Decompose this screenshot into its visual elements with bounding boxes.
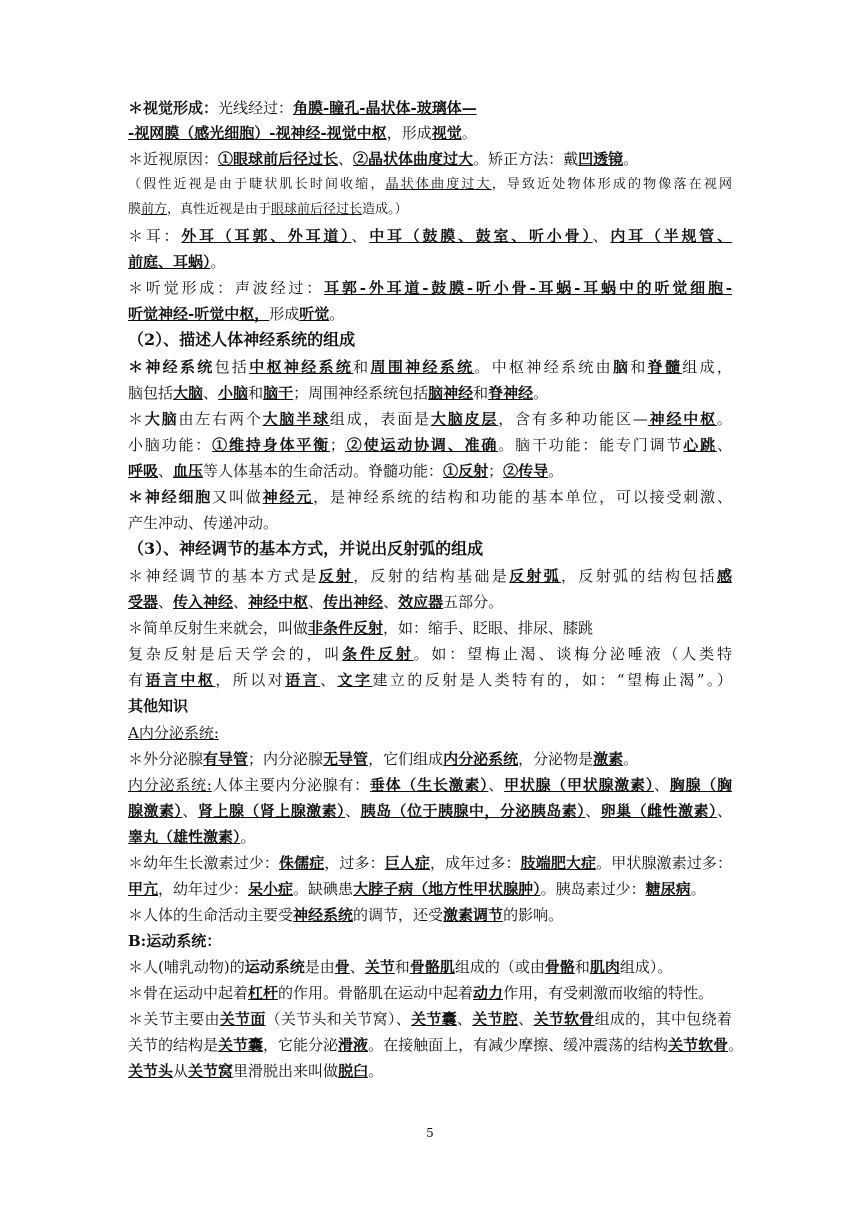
text-line — [128, 722, 732, 744]
text-line — [128, 643, 732, 665]
key-term: 腺激素） — [128, 802, 183, 820]
key-term: 关节腔 — [472, 1010, 519, 1028]
text-run: 和 — [353, 358, 371, 376]
text-run: 和 — [574, 958, 590, 976]
text-line — [128, 356, 732, 378]
text-run: 和 — [248, 384, 264, 402]
text-run: ； — [488, 462, 504, 480]
text-run: ；内分泌腺 — [248, 750, 324, 768]
key-term: 神经中枢 — [248, 593, 309, 611]
key-term: 关节囊 — [218, 1036, 264, 1054]
text-run: ，成年过多： — [430, 854, 521, 872]
text-line — [128, 982, 732, 1004]
text-run: 组成的（或由 — [454, 958, 545, 976]
text-run: 。中枢神经系统由 — [474, 358, 613, 376]
key-term: 视觉 — [431, 124, 462, 142]
text-run: ＊神经调节的基本方式是 — [128, 567, 319, 585]
text-run: 。 — [690, 880, 706, 898]
key-term: 神经元 — [262, 488, 314, 506]
text-run: ，反射弧的结构包括 — [561, 567, 717, 585]
text-run: 、 — [182, 802, 198, 820]
text-run: ＊简单反射生来就会，叫做 — [128, 619, 309, 637]
key-term: 肾上腺（肾上腺激素） — [197, 802, 346, 820]
key-term: 心跳 — [683, 436, 717, 454]
text-run: 从 — [173, 1062, 189, 1080]
key-term: 骨 — [334, 958, 350, 976]
key-term: 感 — [716, 567, 732, 585]
key-term: 反射弧 — [509, 567, 562, 585]
key-term: 肢端肥大症 — [520, 854, 597, 872]
text-run: ＊近视原因： — [128, 150, 219, 168]
text-run: 造成。） — [362, 202, 408, 217]
text-run: 产生冲动、传递冲动。 — [128, 514, 279, 532]
text-line — [128, 408, 732, 430]
key-term: 卵巢（雌性激素） — [600, 802, 717, 820]
text-run: 的调节，还受 — [353, 906, 444, 924]
key-term: 受器 — [128, 593, 159, 611]
text-run: 又叫做 — [212, 488, 263, 506]
key-term: 非条件反射 — [308, 619, 384, 637]
key-term: 关节面 — [219, 1010, 266, 1028]
key-term: 巨人症 — [384, 854, 431, 872]
key-term: 眼球前后径过长 — [271, 202, 363, 217]
key-term: 糖尿病 — [645, 880, 691, 898]
key-term: 杠杆 — [248, 984, 279, 1002]
text-run: ，导致近处物体形成的物像落在视网 — [491, 177, 732, 192]
text-run: 。 — [728, 1036, 744, 1054]
key-term: 周围神经系统 — [370, 358, 475, 376]
key-term: 效应器 — [398, 593, 444, 611]
text-run: 里滑脱出来叫做 — [233, 1062, 339, 1080]
text-line — [128, 826, 732, 848]
key-term: ①眼球前后径过长 — [218, 150, 339, 168]
key-term: 脊神经 — [488, 384, 534, 402]
section-heading — [128, 538, 732, 560]
key-term: 前庭、耳蜗） — [128, 253, 211, 271]
text-line — [128, 122, 732, 144]
key-term: 内耳（半规管、 — [610, 227, 732, 245]
text-run: 和 — [394, 958, 410, 976]
key-term: 语言 — [285, 671, 321, 689]
text-run: 脑包括 — [128, 384, 174, 402]
key-term: 大脖子病（地方性甲状腺肿） — [353, 880, 541, 898]
text-run: （假性近视是由于睫状肌长时间收缩， — [128, 177, 386, 192]
text-run: 、 — [345, 802, 361, 820]
text-run: 。缺碘患 — [293, 880, 354, 898]
text-line — [128, 800, 732, 822]
text-run: 作用，有受刺激而收缩的特性。 — [503, 984, 714, 1002]
text-run: 和 — [473, 384, 489, 402]
key-term: 耳郭-外耳道-鼓膜-听小骨-耳蜗-耳蜗中的听觉细胞- — [324, 279, 732, 297]
text-run: 组成）。 — [619, 958, 673, 976]
key-term: 晶状体曲度过大 — [385, 177, 492, 192]
key-term: 内分泌系统 — [443, 750, 519, 768]
key-term: 条件反射 — [342, 645, 414, 663]
text-run: 。甲状腺激素过多： — [596, 854, 732, 872]
text-run: 和 — [630, 358, 648, 376]
text-line — [128, 1008, 732, 1030]
text-run: ＊听觉形成：声波经过： — [128, 279, 325, 297]
text-run: 。脑干功能：能专门调节 — [498, 436, 684, 454]
text-run: 、 — [158, 593, 174, 611]
key-term: ②使运动协调、准确 — [344, 436, 499, 454]
key-term: 前方 — [141, 202, 168, 217]
text-line — [128, 486, 732, 508]
key-term: 关节头 — [128, 1062, 174, 1080]
text-run: ＊视觉形成： — [128, 99, 219, 117]
text-line — [128, 148, 732, 170]
key-term: 滑液 — [338, 1036, 369, 1054]
text-run: 、 — [518, 1010, 534, 1028]
text-line — [128, 512, 732, 534]
text-run: 。 — [623, 150, 639, 168]
text-run: 光线经过： — [218, 99, 294, 117]
text-line — [128, 904, 732, 926]
text-run: 。 — [329, 305, 345, 323]
key-term: 角膜-瞳孔-晶状体-玻璃体— — [293, 99, 477, 117]
text-run: 由左右两个 — [178, 410, 263, 428]
key-term: ①维持身体平衡 — [212, 436, 330, 454]
text-run: 大脑 — [144, 410, 179, 428]
text-line — [128, 382, 732, 404]
text-line — [128, 748, 732, 770]
key-term: 激素调节 — [443, 906, 504, 924]
key-term: 外耳（耳郭、外耳道） — [181, 227, 352, 245]
key-term: 呆小症 — [248, 880, 294, 898]
text-run: 。 — [533, 384, 549, 402]
text-run: ＊神经系统 — [128, 358, 215, 376]
key-term: 动力 — [473, 984, 504, 1002]
text-run: 、 — [456, 1010, 473, 1028]
key-term: 脑干 — [263, 384, 294, 402]
text-run: 五部分。 — [443, 593, 504, 611]
text-run: 等人体基本的生命活动。脊髓功能： — [203, 462, 444, 480]
key-term: 大脑半球 — [262, 410, 330, 428]
text-run: 、 — [308, 593, 324, 611]
key-term: 脊髓 — [647, 358, 683, 376]
key-term: 甲亢 — [128, 880, 159, 898]
text-run: 。 — [368, 1062, 384, 1080]
key-term: 凹透镜 — [578, 150, 624, 168]
text-run: 建立的反射是人类特有的，如：“望梅止渴”。） — [372, 671, 732, 689]
text-run: ； — [329, 436, 345, 454]
text-run: 。矫正方法：戴 — [473, 150, 579, 168]
text-run: 组成，表面是 — [329, 410, 431, 428]
text-run: 人体主要内分泌腺有： — [211, 776, 370, 794]
key-term: 血压 — [173, 462, 204, 480]
key-term: 脑神经 — [428, 384, 474, 402]
text-run: 膜 — [128, 202, 142, 217]
key-term: ②传导 — [503, 462, 549, 480]
text-run: 。 — [210, 253, 226, 271]
key-term: 有导管 — [203, 750, 249, 768]
text-run: ，如：缩手、眨眼、排尿、膝跳 — [383, 619, 594, 637]
key-term: A内分泌系统: — [128, 724, 219, 742]
text-run: 的作用。骨骼肌在运动中起着 — [278, 984, 474, 1002]
key-term: 骨骼 — [544, 958, 575, 976]
text-run: 的影响。 — [503, 906, 564, 924]
text-run: 脑 — [612, 358, 631, 376]
text-line — [128, 591, 732, 613]
text-run: （3）、神经调节的基本方式，并说出反射弧的组成 — [128, 539, 484, 558]
text-run: 、 — [585, 802, 601, 820]
text-run: 。胰岛素过少： — [540, 880, 646, 898]
text-run: 、 — [653, 776, 670, 794]
text-line — [128, 277, 732, 299]
text-line — [128, 97, 732, 119]
key-term: 小脑 — [218, 384, 249, 402]
text-run: 、 — [320, 671, 338, 689]
key-term: 无导管 — [323, 750, 369, 768]
text-run: 有 — [128, 671, 146, 689]
text-run: 形成 — [269, 305, 300, 323]
key-term: 神经系统 — [293, 906, 354, 924]
text-run: 。 — [461, 124, 477, 142]
key-term: 胰岛（位于胰腺中，分泌胰岛素） — [360, 802, 586, 820]
page-number: 5 — [426, 1126, 434, 1140]
text-line — [128, 852, 732, 874]
text-run: ，真性近视是由于 — [167, 202, 272, 217]
text-run: 。 — [240, 828, 256, 846]
section-heading — [128, 329, 732, 351]
key-term: 语言中枢 — [145, 671, 216, 689]
key-term: 骨骼肌 — [409, 958, 455, 976]
text-line — [128, 251, 732, 273]
key-term: 文字 — [337, 671, 373, 689]
text-run: ＊人(哺乳动物)的 — [128, 958, 245, 976]
text-run: 复杂反射是后天学会的，叫 — [128, 645, 343, 663]
text-line — [128, 930, 732, 952]
text-run: 、 — [158, 462, 174, 480]
text-line — [128, 669, 732, 691]
text-run: ＊外分泌腺 — [128, 750, 204, 768]
key-term: ②晶状体曲度过大 — [353, 150, 474, 168]
text-run: ＊幼年生长激素过少： — [128, 854, 279, 872]
text-line — [128, 460, 732, 482]
key-term: 传出神经 — [323, 593, 384, 611]
key-term: 大脑 — [173, 384, 204, 402]
text-run: 、 — [203, 384, 219, 402]
text-run: ，分泌物是 — [518, 750, 594, 768]
text-run: 、 — [351, 227, 370, 245]
key-term: 侏儒症 — [279, 854, 325, 872]
key-term: 脱臼 — [338, 1062, 369, 1080]
text-run: ＊ — [128, 410, 145, 428]
text-line — [128, 199, 732, 221]
text-run: 。 — [716, 410, 732, 428]
text-run: 。 — [548, 462, 564, 480]
text-run: ＊关节主要由 — [128, 1010, 220, 1028]
text-run: ＊耳： — [128, 227, 182, 245]
text-run: 、 — [233, 593, 249, 611]
text-run: ，是神经系统的结构和功能的基本单位，可以接受刺激、 — [313, 488, 732, 506]
text-run: 包括 — [214, 358, 250, 376]
key-term: 听觉 — [299, 305, 330, 323]
text-run: ＊神经细胞 — [128, 488, 213, 506]
text-run: （关节头和关节窝）、 — [265, 1010, 412, 1028]
text-line — [128, 434, 732, 456]
key-term: 传入神经 — [173, 593, 234, 611]
text-line — [128, 774, 732, 796]
text-run: 、 — [488, 776, 505, 794]
key-term: 内分泌系统: — [128, 776, 212, 794]
text-line — [128, 695, 732, 717]
text-line — [128, 878, 732, 900]
text-run: ＊人体的生命活动主要受 — [128, 906, 294, 924]
text-run: 其他知识 — [128, 697, 189, 715]
key-term: 关节软骨 — [533, 1010, 595, 1028]
key-term: 甲状腺（甲状腺激素） — [504, 776, 654, 794]
text-run: ，它们组成 — [368, 750, 444, 768]
text-line — [128, 174, 732, 196]
key-term: 肌肉 — [589, 958, 620, 976]
key-term: 关节软骨 — [668, 1036, 729, 1054]
text-run: （2）、描述人体神经系统的组成 — [128, 330, 356, 349]
text-run: 。在接触面上，有减少摩擦、缓冲震荡的结构 — [368, 1036, 669, 1054]
text-run: ；周围神经系统包括 — [293, 384, 429, 402]
text-run: 。 — [623, 750, 639, 768]
text-run: 、 — [716, 436, 732, 454]
text-line — [128, 1034, 744, 1056]
text-run: ，反射的结构基础是 — [353, 567, 510, 585]
key-term: 胸腺（胸 — [669, 776, 732, 794]
key-term: 睾丸（雄性激素） — [128, 828, 241, 846]
text-line — [128, 565, 732, 587]
key-term: 垂体（生长激素） — [369, 776, 489, 794]
key-term: 关节 — [364, 958, 395, 976]
text-line — [128, 1060, 732, 1082]
text-run: ，它能分泌 — [263, 1036, 339, 1054]
text-run: ，所以对 — [215, 671, 286, 689]
text-run: ＊骨在运动中起着 — [128, 984, 249, 1002]
text-run: 组成， — [682, 358, 732, 376]
key-term: 反射 — [318, 567, 354, 585]
text-run: B:运动系统： — [128, 932, 222, 950]
text-line — [128, 617, 732, 639]
text-run: 小脑功能： — [128, 436, 213, 454]
key-term: 中枢神经系统 — [249, 358, 354, 376]
key-term: 关节窝 — [188, 1062, 234, 1080]
text-run: 、 — [338, 150, 354, 168]
text-line — [128, 225, 732, 247]
text-run: 。如：望梅止渴、谈梅分泌唾液（人类特 — [413, 645, 732, 663]
text-run: 关节的结构是 — [128, 1036, 219, 1054]
text-run: 、 — [716, 802, 732, 820]
key-term: 激素 — [593, 750, 624, 768]
text-run: 是由 — [304, 958, 335, 976]
text-run: ，幼年过少： — [158, 880, 249, 898]
text-line — [128, 956, 732, 978]
key-term: 神经中枢 — [647, 410, 717, 428]
key-term: 大脑皮层 — [430, 410, 499, 428]
key-term: 关节囊 — [411, 1010, 457, 1028]
key-term: 中耳（鼓膜、鼓室、听小骨） — [369, 227, 593, 245]
text-run: ，含有多种功能区— — [498, 410, 648, 428]
key-term: 听觉神经-听觉中枢， — [128, 305, 270, 323]
text-run: 、 — [383, 593, 399, 611]
key-term: -视网膜（感光细胞）-视神经-视觉中枢 — [128, 124, 387, 142]
text-run: 运动系统 — [244, 958, 305, 976]
key-term: ①反射 — [443, 462, 489, 480]
text-line — [128, 303, 732, 325]
text-run: ，过多： — [324, 854, 385, 872]
text-run: 组成的，其中包绕着 — [594, 1010, 732, 1028]
key-term: 呼吸 — [128, 462, 159, 480]
text-run: 、 — [592, 227, 611, 245]
text-run: 、 — [349, 958, 365, 976]
text-run: ，形成 — [386, 124, 432, 142]
